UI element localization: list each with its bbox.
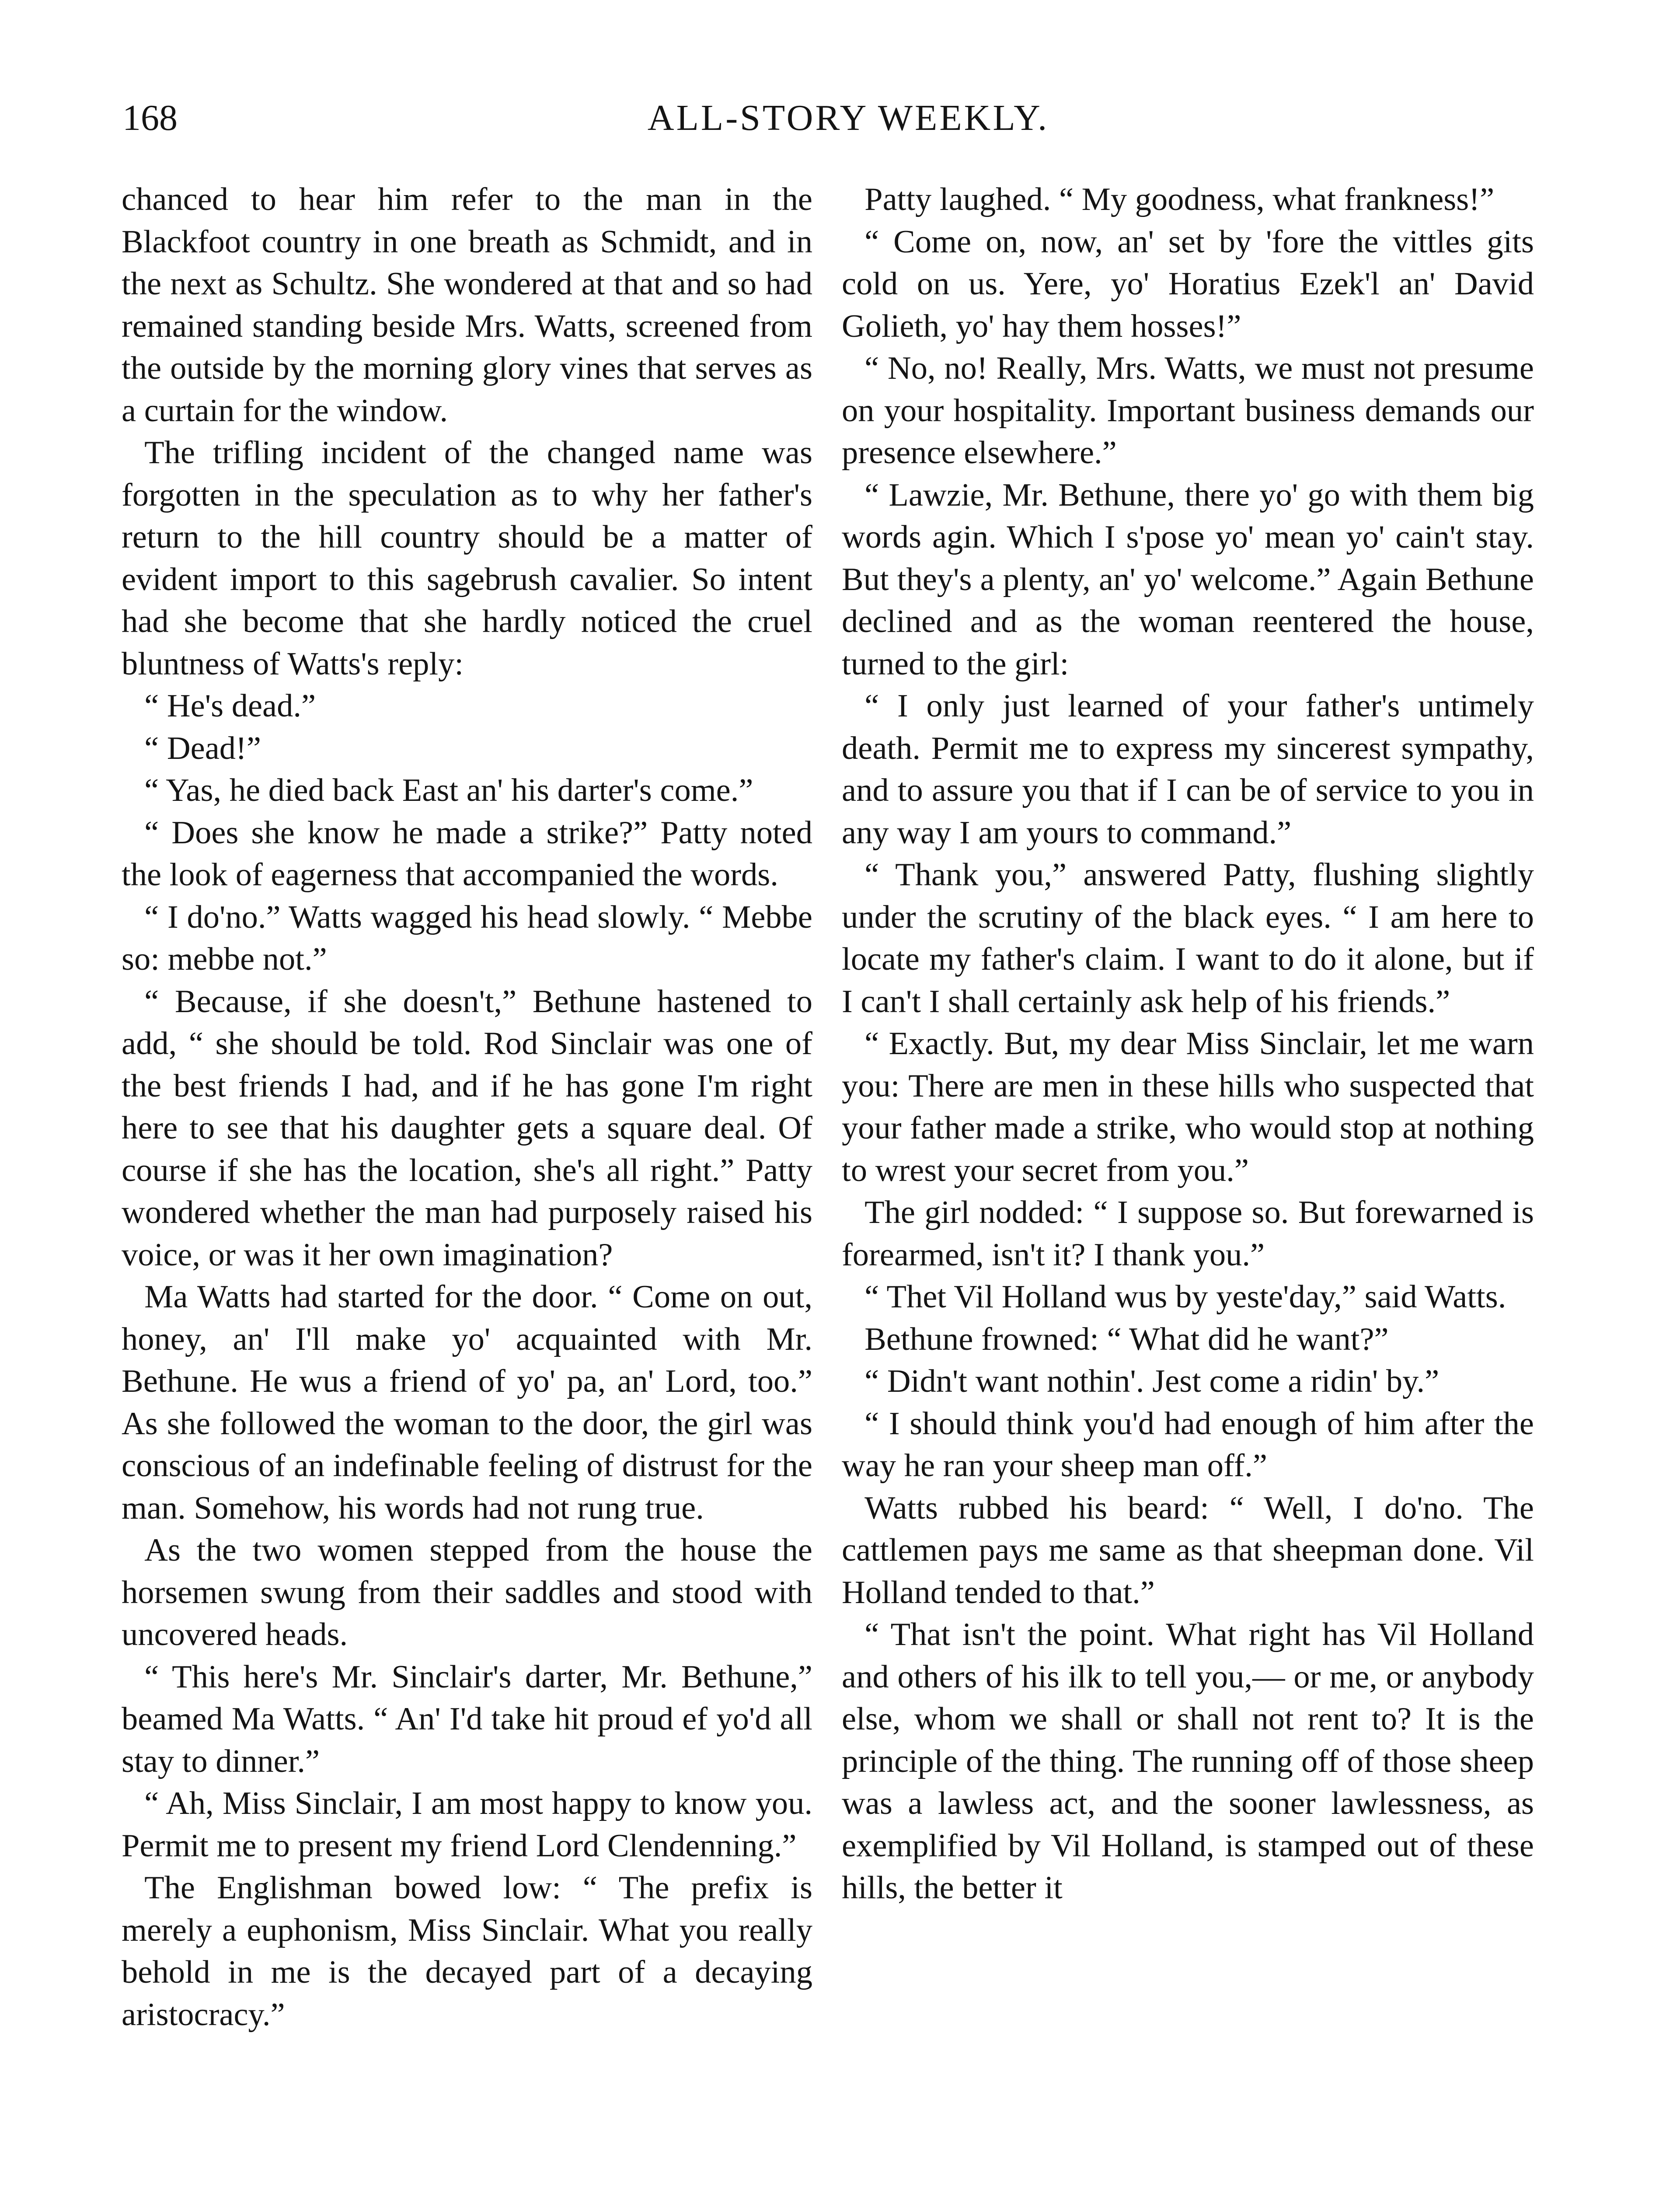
paragraph: “ That isn't the point. What right has Vil Holland and others of his ilk to tell you,— or me, or anybody else, whom we shall or shall not rent to? It is the principle of the thing. The running off of those sheep was a lawless act, and the sooner lawlessness, as exemplified by Vil Holland, is stamped out of these hills, the better it bbox=[842, 1617, 1534, 1906]
paragraph: “ Because, if she doesn't,” Bethune hastened to add, “ she should be told. Rod Sinclair was one of the best friends I had, and if he has gone I'm right here to see that his daughter gets a square deal. Of course if she has the location, she's all right.” Patty wondered whether the man had purposely raised his voice, or was it her own imagination? bbox=[122, 983, 812, 1273]
paragraph: “ Exactly. But, my dear Miss Sinclair, let me warn you: There are men in these hills who suspected that your father made a strike, who would stop at nothing to wrest your secret from you.” bbox=[842, 1026, 1534, 1188]
paragraph: “ Ah, Miss Sinclair, I am most happy to know you. Permit me to present my friend Lord Clendenning.” bbox=[122, 1785, 812, 1864]
page-number: 168 bbox=[122, 98, 178, 138]
paragraph: “ I should think you'd had enough of him after the way he ran your sheep man off.” bbox=[842, 1405, 1534, 1484]
page-header bbox=[122, 94, 1574, 142]
running-title: ALL-STORY WEEKLY. bbox=[647, 98, 1049, 138]
paragraph: “ I do'no.” Watts wagged his head slowly. “ Mebbe so: mebbe not.” bbox=[122, 899, 812, 977]
paragraph: “ Didn't want nothin'. Jest come a ridin' by.” bbox=[864, 1363, 1440, 1399]
paragraph: The trifling incident of the changed name was forgotten in the speculation as to why her father's return to the hill country should be a matter of evident import to this sagebrush cavalier. So intent had she become that she hardly noticed the cruel bluntness of Watts's reply: bbox=[122, 435, 812, 682]
paragraph: The Englishman bowed low: “ The prefix is merely a euphonism, Miss Sinclair. What you really behold in me is the decayed part of a decaying aristocracy.” bbox=[122, 1870, 812, 2033]
paragraph: “ Thank you,” answered Patty, flushing slightly under the scrutiny of the black eyes. “ I am here to locate my father's claim. I want to do it alone, but if I can't I shall certainly ask help of his friends.” bbox=[842, 857, 1534, 1020]
paragraph: The girl nodded: “ I suppose so. But forewarned is forearmed, isn't it? I thank you.” bbox=[842, 1195, 1534, 1273]
paragraph: “ This here's Mr. Sinclair's darter, Mr. Bethune,” beamed Ma Watts. “ An' I'd take hit proud ef yo'd all stay to dinner.” bbox=[122, 1659, 812, 1779]
paragraph: “ Come on, now, an' set by 'fore the vittles gits cold on us. Yere, yo' Horatius Ezek'l an' David Golieth, yo' hay them hosses!” bbox=[842, 224, 1534, 344]
paragraph: Bethune frowned: “ What did he want?” bbox=[864, 1321, 1389, 1357]
paragraph: “ Lawzie, Mr. Bethune, there yo' go with them big words agin. Which I s'pose yo' mean yo' cain't stay. But they's a plenty, an' yo' welcome.” Again Bethune declined and as the woman reentered the house, turned to the girl: bbox=[842, 477, 1534, 682]
paragraph: Ma Watts had started for the door. “ Come on out, honey, an' I'll make yo' acquainted with Mr. Bethune. He wus a friend of yo' pa, an' Lord, too.” As she followed the woman to the door, the girl was conscious of an indefinable feeling of distrust for the man. Somehow, his words had not rung true. bbox=[122, 1279, 812, 1526]
paragraph: “ He's dead.” bbox=[144, 688, 316, 724]
paragraph: Patty laughed. “ My goodness, what frankness!” bbox=[864, 182, 1495, 217]
paragraph: “ No, no! Really, Mrs. Watts, we must not presume on your hospitality. Important business demands our presence elsewhere.” bbox=[842, 350, 1534, 471]
paragraph: “ Dead!” bbox=[144, 730, 261, 766]
paragraph: “ Thet Vil Holland wus by yeste'day,” said Watts. bbox=[864, 1279, 1506, 1315]
left-column bbox=[122, 178, 812, 2187]
paragraph: Watts rubbed his beard: “ Well, I do'no. The cattlemen pays me same as that sheepman done. Vil Holland tended to that.” bbox=[842, 1490, 1534, 1611]
paragraph: “ Does she know he made a strike?” Patty noted the look of eagerness that accompanied the words. bbox=[122, 814, 812, 893]
paragraph: chanced to hear him refer to the man in the Blackfoot country in one breath as Schmidt, and in the next as Schultz. She wondered at that and so had remained standing beside Mrs. Watts, screened from the outside by the morning glory vines that serves as a curtain for the window. bbox=[122, 182, 812, 429]
paragraph: “ Yas, he died back East an' his darter's come.” bbox=[144, 772, 753, 808]
right-column bbox=[842, 178, 1534, 2187]
paragraph: “ I only just learned of your father's untimely death. Permit me to express my sincerest sympathy, and to assure you that if I can be of service to you in any way I am yours to command.” bbox=[842, 688, 1534, 851]
paragraph: As the two women stepped from the house the horsemen swung from their saddles and stood with uncovered heads. bbox=[122, 1532, 812, 1652]
